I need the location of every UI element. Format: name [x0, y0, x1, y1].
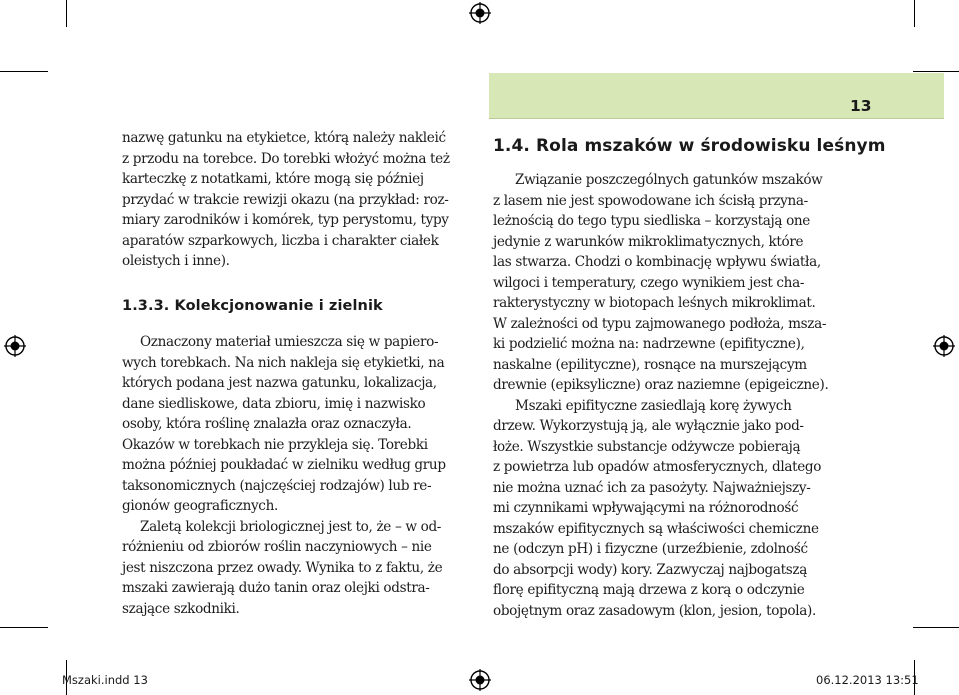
text-line: z lasem nie jest spowodowane ich ścisłą przyna-	[493, 192, 808, 209]
text-line: nie można uznać ich za pasożyty. Najważniejszy-	[493, 479, 811, 496]
text-line: jedynie z warunków mikroklimatycznych, które	[493, 233, 804, 250]
text-line: W zależności od typu zajmowanego podłoża, msza-	[493, 315, 827, 332]
text-line: przydać w trakcie rewizji okazu (na przykład: roz-	[122, 191, 449, 208]
crop-mark	[913, 71, 959, 72]
slug-filename: Mszaki.indd 13	[62, 673, 148, 687]
section-heading: 1.3.3. Kolekcjonowanie i zielnik	[122, 298, 383, 314]
registration-mark-icon	[4, 335, 26, 357]
text-line: taksonomicznych (najczęściej rodzajów) lub re-	[122, 477, 432, 494]
text-line: z powietrza lub opadów atmosferycznych, dlatego	[493, 459, 822, 475]
text-line: oleistych i inne).	[122, 253, 230, 269]
text-line: leżnością do tego typu siedliska – korzystają one	[493, 213, 810, 229]
crop-mark	[913, 627, 959, 628]
registration-mark-icon	[933, 335, 955, 357]
section-heading: 1.4. Rola mszaków w środowisku leśnym	[493, 136, 886, 156]
text-line: wilgoci i temperatury, czego wynikiem jest cha-	[493, 274, 805, 291]
registration-mark-icon	[469, 2, 491, 24]
text-line: mi czynnikami wpływającymi na różnorodność	[493, 500, 799, 516]
text-line: Związanie poszczególnych gatunków mszaków	[515, 172, 823, 188]
text-line: Zaletą kolekcji briologicznej jest to, że – w od-	[140, 518, 442, 535]
crop-mark	[914, 0, 915, 27]
text-line: ki podzielić można na: nadrzewne (epifityczne),	[493, 336, 805, 352]
text-line: obojętnym oraz zasadowym (klon, jesion, topola).	[493, 602, 816, 619]
crop-mark	[0, 71, 48, 72]
page-number: 13	[850, 97, 872, 115]
text-line: dane siedliskowe, data zbioru, imię i nazwisko	[122, 395, 426, 412]
header-rule	[489, 118, 944, 119]
text-line: gionów geograficznych.	[122, 498, 278, 514]
text-line: łoże. Wszystkie substancje odżywcze pobierają	[493, 438, 801, 455]
crop-mark	[66, 0, 67, 27]
text-line: wych torebkach. Na nich nakleja się etykietki, na	[122, 354, 445, 371]
text-line: do absorpcji wody) kory. Zazwyczaj najbogatszą	[493, 561, 807, 578]
text-line: Okazów w torebkach nie przykleja się. Torebki	[122, 436, 428, 453]
header-band	[489, 73, 944, 118]
text-line: osoby, która roślinę znalazła oraz oznaczyła.	[122, 416, 412, 432]
text-line: karteczkę z notatkami, które mogą się później	[122, 171, 424, 187]
text-line: miary zarodników i komórek, typ perystomu, typy	[122, 212, 449, 228]
text-line: las stwarza. Chodzi o kombinację wpływu światła,	[493, 254, 821, 270]
text-line: rakterystyczny w biotopach leśnych mikroklimat.	[493, 295, 816, 311]
text-line: Oznaczony materiał umieszcza się w papiero-	[140, 334, 439, 350]
text-line: szające szkodniki.	[122, 600, 240, 617]
slug-datetime: 06.12.2013 13:51	[816, 673, 919, 687]
text-line: mszaki zawierają dużo tanin oraz olejki odstra-	[122, 580, 430, 596]
text-line: można później poukładać w zielniku według grup	[122, 457, 446, 473]
crop-mark	[0, 627, 48, 628]
text-line: nazwę gatunku na etykietce, którą należy nakleić	[122, 130, 446, 146]
text-line: jest niszczona przez owady. Wynika to z faktu, że	[122, 559, 443, 576]
text-line: mszaków epifitycznych są właściwości chemiczne	[493, 520, 819, 537]
text-line: florę epifityczną mają drzewa z korą o odczynie	[493, 582, 805, 598]
text-line: których podana jest nazwa gatunku, lokalizacja,	[122, 375, 437, 391]
text-line: z przodu na torebce. Do torebki włożyć można też	[122, 150, 450, 167]
text-line: drewnie (epiksyliczne) oraz naziemne (epigeiczne).	[493, 377, 829, 393]
text-line: ne (odczyn pH) i fizyczne (urzeźbienie, zdolność	[493, 541, 808, 557]
text-line: aparatów szparkowych, liczba i charakter ciałek	[122, 232, 439, 249]
text-line: drzew. Wykorzystują ją, ale wyłącznie jako pod-	[493, 418, 804, 434]
text-line: różnieniu od zbiorów roślin naczyniowych – nie	[122, 539, 432, 555]
text-line: Mszaki epifityczne zasiedlają korę żywych	[515, 397, 792, 414]
registration-mark-icon	[469, 669, 491, 691]
text-line: naskalne (epilityczne), rosnące na murszejącym	[493, 356, 807, 373]
